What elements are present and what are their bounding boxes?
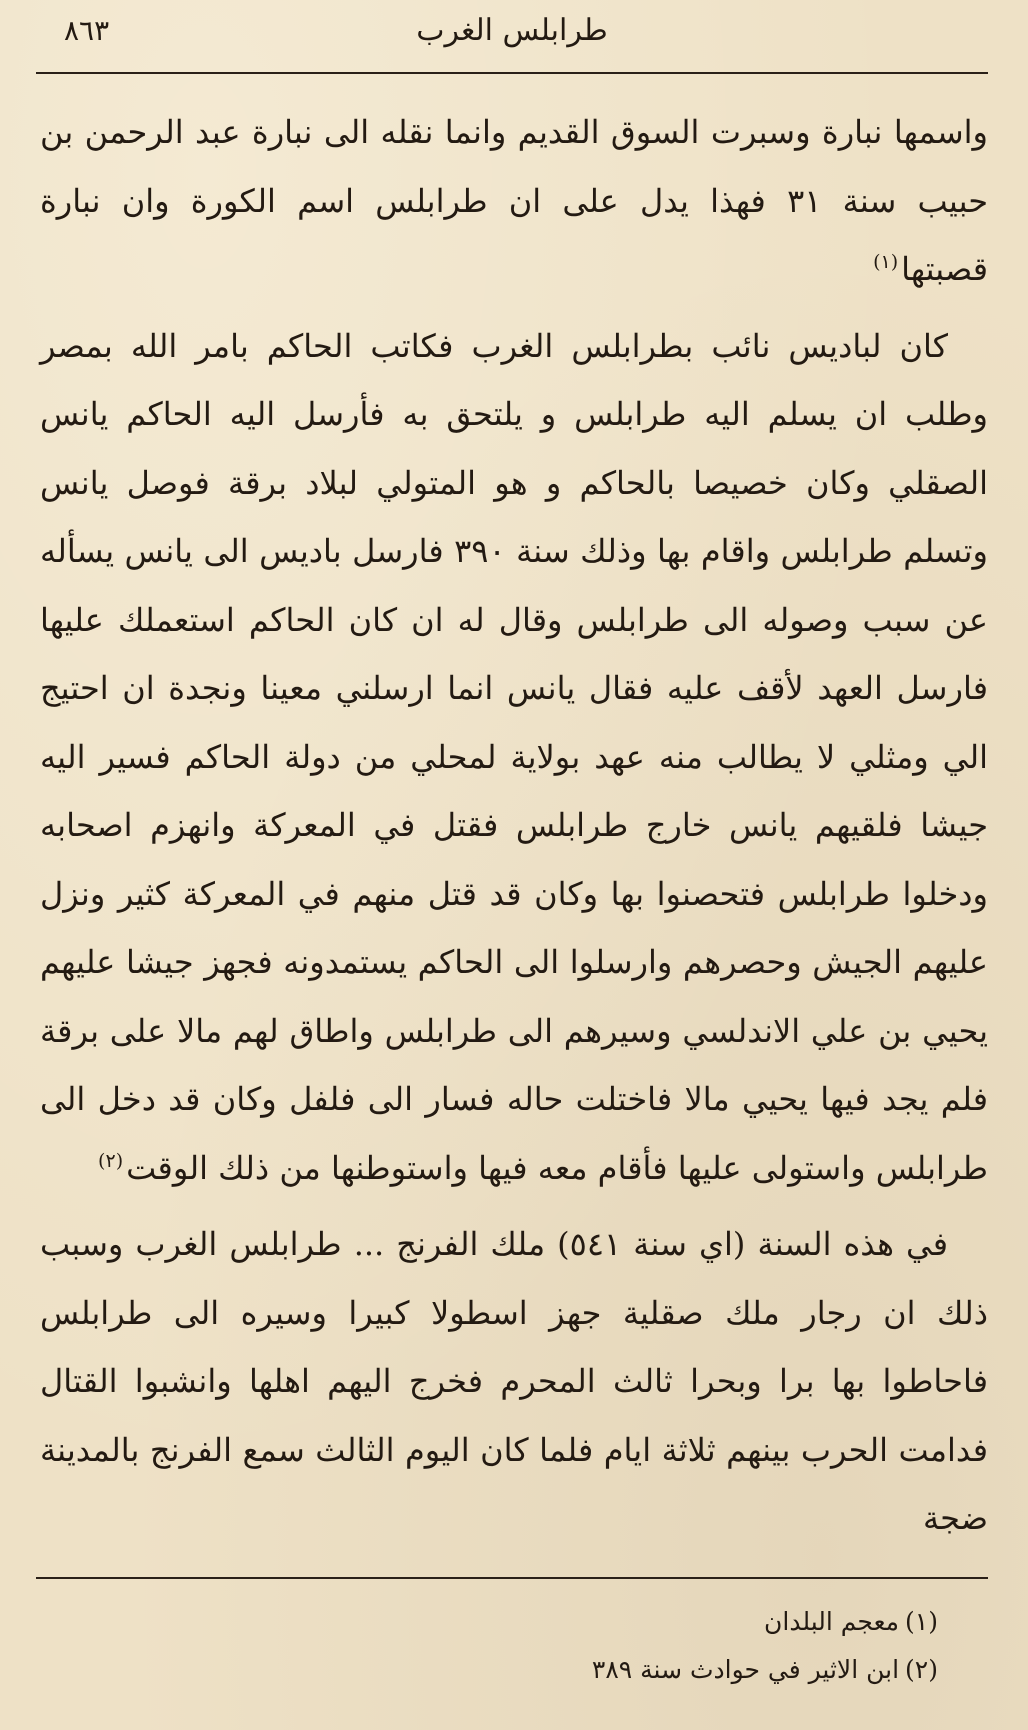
running-title: طرابلس الغرب	[416, 13, 608, 48]
footnote-2	[40, 1646, 938, 1694]
main-text	[40, 98, 988, 1553]
header-rule	[36, 72, 988, 74]
paragraph-2	[40, 312, 988, 1203]
footnote-reference: (١)	[873, 251, 899, 274]
footnote-rule	[36, 1577, 988, 1579]
footnote-1	[40, 1598, 938, 1646]
paragraph-text: في هذه السنة (اي سنة ٥٤١) ملك الفرنج ... طرابلس الغرب وسبب ذلك ان رجار ملك صقلية جهز اسطولا كبيرا وسيره الى طرابلس فاحاطوا بها برا وبحرا ثالث المحرم فخرج اليهم اهلها وانشبوا القتال فدامت الحرب بينهم ثلاثة ايام فلما كان اليوم الثالث سمع الفرنج بالمدينة ضجة	[40, 1225, 988, 1537]
page-number: ٨٦٣	[64, 14, 110, 47]
footnote-reference: (٢)	[98, 1149, 124, 1172]
footnote-number: (٢)	[905, 1655, 938, 1684]
paragraph-text: واسمها نبارة وسبرت السوق القديم وانما نقله الى نبارة عبد الرحمن بن حبيب سنة ٣١ فهذا يدل على ان طرابلس اسم الكورة وان نبارة قصبتها	[40, 113, 989, 288]
footnote-number: (١)	[905, 1607, 938, 1636]
page-header	[36, 8, 988, 54]
paragraph-1	[40, 98, 988, 304]
paragraph-3	[40, 1210, 988, 1553]
footnotes	[40, 1598, 938, 1694]
paragraph-text: كان لباديس نائب بطرابلس الغرب فكاتب الحاكم بامر الله بمصر وطلب ان يسلم اليه طرابلس و يلتحق به فأرسل اليه الحاكم يانس الصقلي وكان خصيصا بالحاكم و هو المتولي لبلاد برقة فوصل يانس وتسلم طرابلس واقام بها وذلك سنة ٣٩٠ فارسل باديس الى يانس يسأله عن سبب وصوله الى طرابلس وقال له ان كان الحاكم استعملك عليها فارسل العهد لأقف عليه فقال يانس انما ارسلني معينا ونجدة ان احتيج الي ومثلي لا يطالب منه عهد بولاية لمحلي من دولة الحاكم فسير اليه جيشا فلقيهم يانس خارج طرابلس فقتل في المعركة وانهزم اصحابه ودخلوا طرابلس فتحصنوا بها وكان قد قتل منهم في المعركة كثير ونزل عليهم الجيش وحصرهم وارسلوا الى الحاكم يستمدونه فجهز جيشا عليهم يحيي بن علي الاندلسي وسيرهم الى طرابلس واطاق لهم مالا على برقة فلم يجد فيها يحيي مالا فاختلت حاله فسار الى فلفل وكان قد دخل الى طرابلس واستولى عليها فأقام معه فيها واستوطنها من ذلك الوقت	[40, 326, 989, 1187]
footnote-text: ابن الاثير في حوادث سنة ٣٨٩	[591, 1655, 900, 1684]
footnote-text: معجم البلدان	[764, 1607, 900, 1636]
